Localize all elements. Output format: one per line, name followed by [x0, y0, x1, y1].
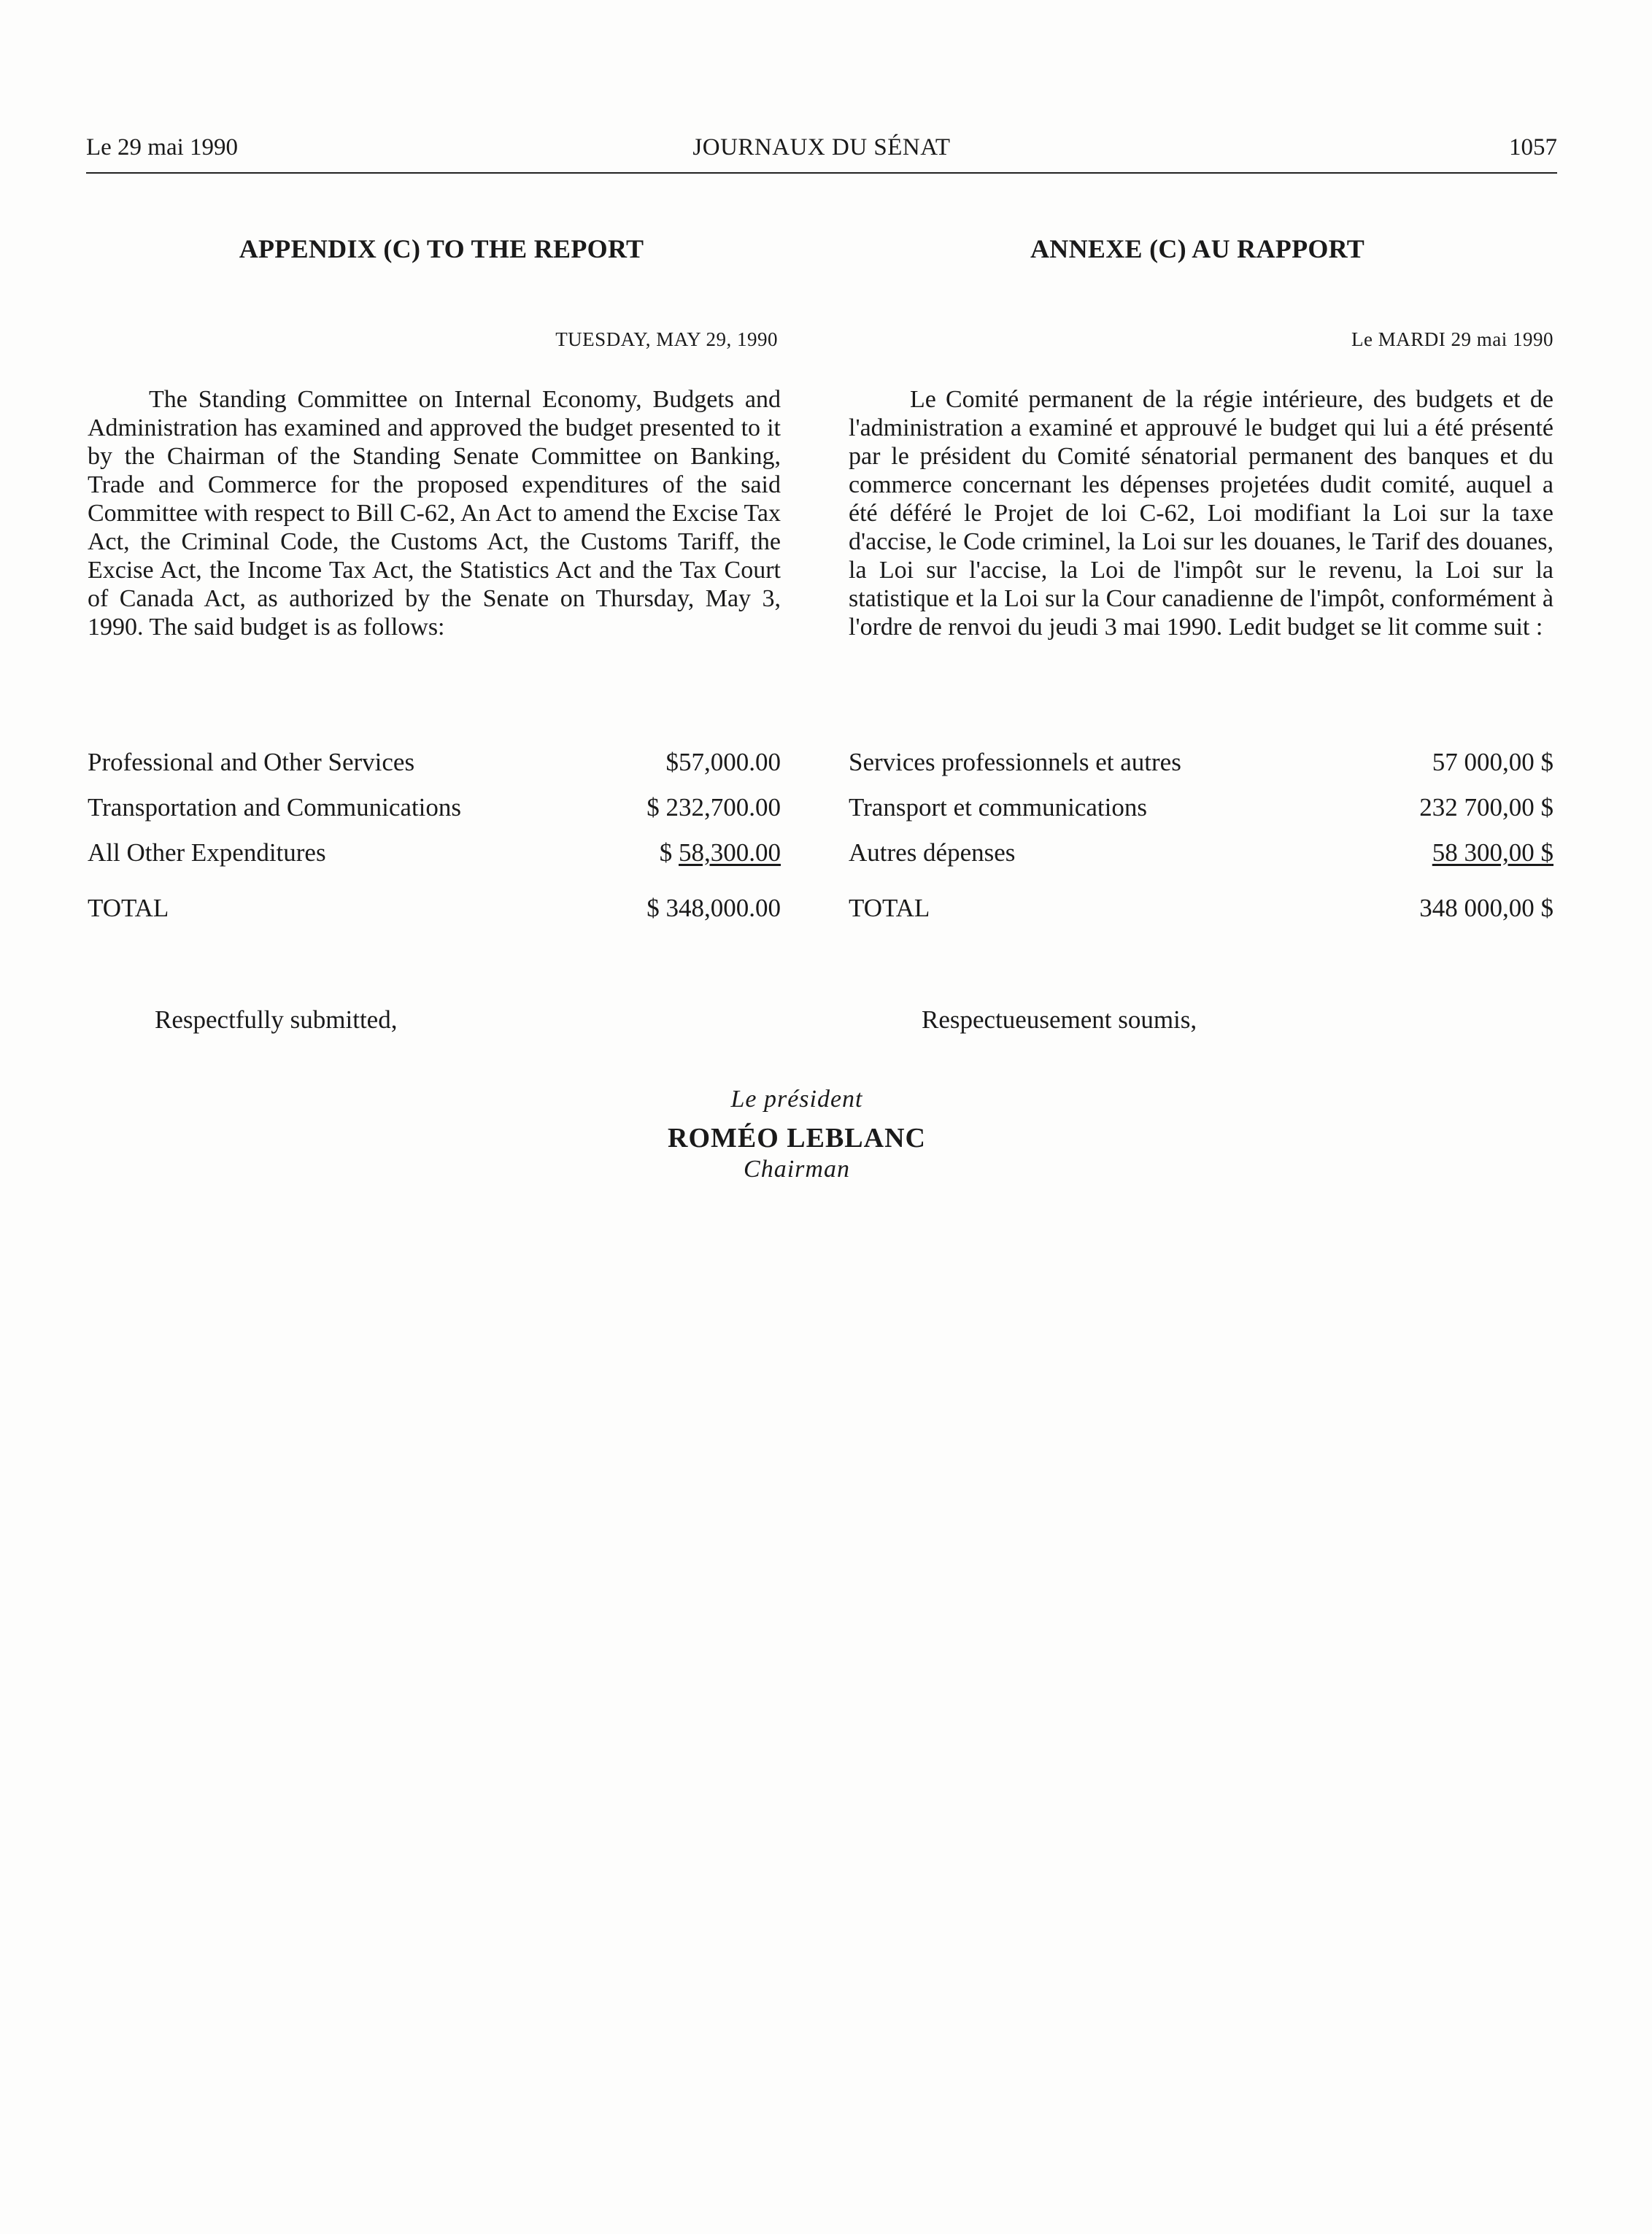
french-title: ANNEXE (C) AU RAPPORT [1030, 234, 1365, 263]
budget-amount-underlined: 58 300,00 $ [1432, 838, 1553, 867]
page-number: 1057 [1509, 134, 1557, 161]
english-budget-table [88, 748, 781, 939]
budget-label: Autres dépenses [849, 838, 1016, 867]
budget-amount-underlined: 58,300.00 [679, 838, 781, 867]
budget-label: All Other Expenditures [88, 838, 326, 867]
budget-row [849, 793, 1553, 838]
english-title: APPENDIX (C) TO THE REPORT [239, 234, 644, 263]
french-closing: Respectueusement soumis, [922, 1005, 1197, 1034]
header-journal-title: JOURNAUX DU SÉNAT [692, 134, 951, 161]
header-date: Le 29 mai 1990 [86, 134, 239, 161]
signature-english-title: Chairman [744, 1156, 850, 1183]
budget-row [849, 838, 1553, 884]
budget-label: Professional and Other Services [88, 748, 415, 776]
french-date: Le MARDI 29 mai 1990 [1351, 328, 1553, 350]
signatory-name: ROMÉO LEBLANC [668, 1123, 926, 1153]
budget-amount: 232 700,00 $ [1419, 793, 1553, 822]
budget-row [88, 793, 781, 838]
total-amount: 348 000,00 $ [1419, 894, 1553, 922]
total-label: TOTAL [88, 894, 169, 922]
header-rule [86, 172, 1557, 174]
french-column [849, 233, 1553, 1034]
budget-amount: $ 232,700.00 [646, 793, 781, 822]
budget-amount [660, 838, 781, 867]
french-budget-table [849, 748, 1553, 939]
budget-amount-prefix: $ [659, 838, 679, 867]
total-label: TOTAL [849, 894, 930, 922]
english-body: The Standing Committee on Internal Economy, Budgets and Administration has examined and approved the budget presented to it by the Chairman of the Standing Senate Committee on Banking, Trade and Commerce for the proposed expenditures of the said Committee with respect to Bill C-62, An Act to amend the Excise Tax Act, the Criminal Code, the Customs Act, the Customs Tariff, the Excise Act, the Income Tax Act, the Statistics Act and the Tax Court of Canada Act, as authorized by the Senate on Thursday, May 3, 1990. The said budget is as follows: [88, 386, 781, 641]
english-date: TUESDAY, MAY 29, 1990 [555, 328, 778, 350]
budget-row [849, 748, 1553, 793]
budget-label: Transport et communications [849, 793, 1147, 822]
english-closing: Respectfully submitted, [155, 1005, 398, 1034]
budget-amount: $57,000.00 [665, 748, 781, 776]
english-column [88, 233, 781, 1034]
signature-block [0, 1086, 1652, 1183]
page-header [86, 134, 1557, 171]
budget-amount: 57 000,00 $ [1432, 748, 1553, 776]
signature-french-title: Le président [730, 1086, 863, 1113]
total-amount: $ 348,000.00 [646, 894, 781, 922]
budget-row [88, 838, 781, 884]
budget-label: Transportation and Communications [88, 793, 462, 822]
budget-row [88, 748, 781, 793]
french-body: Le Comité permanent de la régie intérieure, des budgets et de l'administration a examiné et approuvé le budget qui lui a été présenté par le président du Comité sénatorial permanent des banques et du commerce concernant les dépenses projetées dudit comité, auquel a été déféré le Projet de loi C-62, Loi modifiant la Loi sur la taxe d'accise, le Code criminel, la Loi sur les douanes, le Tarif des douanes, la Loi sur l'accise, la Loi de l'impôt sur le revenu, la Loi sur la statistique et la Loi sur la Cour canadienne de l'impôt, conformément à l'ordre de renvoi du jeudi 3 mai 1990. Ledit budget se lit comme suit : [849, 386, 1553, 641]
budget-total-row [849, 894, 1553, 939]
budget-total-row [88, 894, 781, 939]
budget-label: Services professionnels et autres [849, 748, 1181, 776]
